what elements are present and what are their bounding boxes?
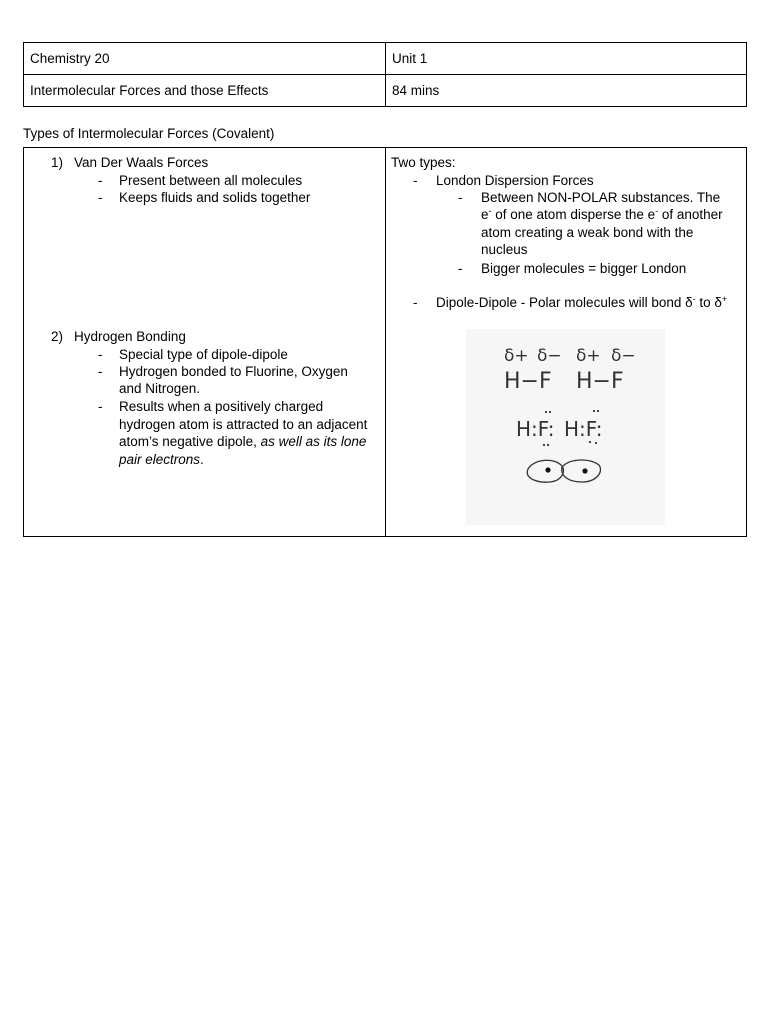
london-line-2-c: of another [658, 207, 723, 222]
delta-plus-superscript: + [721, 294, 728, 304]
item2-bullet-3-line-4-end: . [200, 452, 204, 467]
delta-label: δ+ [504, 346, 529, 366]
section-heading: Types of Intermolecular Forces (Covalent) [23, 126, 275, 141]
right-column-cell [386, 148, 747, 537]
london-line-2 [481, 206, 723, 224]
item2-bullet-3-line-3 [119, 433, 366, 451]
delta-label: δ− [537, 346, 562, 366]
item1-number: 1) [51, 155, 64, 170]
duration-cell: 84 mins [386, 75, 747, 107]
hf-bond-label: H−F [576, 369, 624, 394]
london-line-2-a: e [481, 207, 489, 222]
london-line-2-b: of one atom disperse the e [491, 207, 656, 222]
item2-bullet-3-line-1: Results when a positively charged [119, 399, 324, 414]
hf-dipole-sketch [466, 329, 665, 525]
item1-bullet-2: Keeps fluids and solids together [119, 190, 311, 205]
electron-cloud-sketch [527, 460, 600, 482]
item1-title: Van Der Waals Forces [74, 155, 209, 170]
item2-bullet-2-line-2: and Nitrogen. [119, 381, 201, 396]
lesson-title-cell: Intermolecular Forces and those Effects [24, 75, 386, 107]
two-types-label: Two types: [391, 155, 456, 170]
item2-bullet-3-line-2: hydrogen atom is attracted to an adjacent [119, 417, 368, 432]
header-row-lesson [24, 75, 747, 107]
item2-number: 2) [51, 329, 64, 344]
delta-label: δ− [611, 346, 636, 366]
london-title: London Dispersion Forces [436, 173, 594, 188]
item2-bullet-3-line-4-italic: pair electrons [119, 452, 201, 467]
lewis-structure-label: H:F: [516, 417, 555, 441]
forces-table [23, 147, 747, 537]
item2-bullet-1: Special type of dipole-dipole [119, 347, 288, 362]
left-column-cell [24, 148, 386, 537]
lesson-header-table [23, 42, 747, 107]
delta-minus-superscript: - [692, 294, 696, 304]
header-row-course [24, 43, 747, 75]
london-bigger: Bigger molecules = bigger London [481, 261, 687, 276]
lewis-structure-label: H:F: [564, 417, 603, 441]
bullet-dash: - [98, 364, 103, 379]
electron-charge-superscript: - [655, 206, 659, 216]
dipole-text-b: to δ [695, 295, 722, 310]
london-line-4: nucleus [481, 242, 528, 257]
electron-charge-superscript: - [488, 206, 492, 216]
bullet-dash: - [458, 190, 463, 205]
course-cell: Chemistry 20 [24, 43, 386, 75]
electron-cloud-nuclei [545, 467, 587, 473]
bullet-dash: - [98, 190, 103, 205]
bullet-dash: - [98, 347, 103, 362]
item2-title: Hydrogen Bonding [74, 329, 186, 344]
bullet-dash: - [98, 399, 103, 414]
bullet-dash: - [458, 261, 463, 276]
bullet-dash: - [413, 173, 418, 188]
hf-sketch-svg [466, 329, 665, 525]
dipole-text-a: Dipole-Dipole - Polar molecules will bond δ [436, 295, 693, 310]
london-line-3: atom creating a weak bond with the [481, 225, 694, 240]
item2-bullet-2-line-1: Hydrogen bonded to Fluorine, Oxygen [119, 364, 348, 379]
item2-bullet-3-line-4 [119, 451, 204, 469]
unit-cell: Unit 1 [386, 43, 747, 75]
hf-bond-label: H−F [504, 369, 552, 394]
delta-label: δ+ [576, 346, 601, 366]
bullet-dash: - [98, 173, 103, 188]
london-line-1: Between NON-POLAR substances. The [481, 190, 721, 205]
dipole-dipole-line [436, 294, 727, 312]
bullet-dash: - [413, 295, 418, 310]
item1-bullet-1: Present between all molecules [119, 173, 303, 188]
item2-bullet-3-line-3-plain: atom’s negative dipole, [119, 434, 261, 449]
item2-bullet-3-line-3-italic: as well as its lone [260, 434, 367, 449]
